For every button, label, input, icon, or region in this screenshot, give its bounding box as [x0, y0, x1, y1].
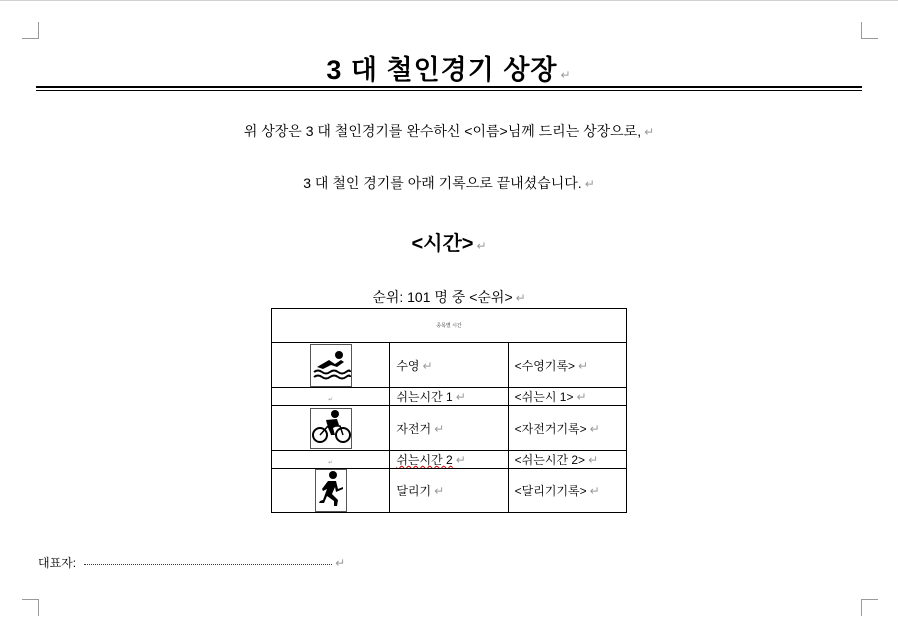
records-table: [271, 308, 627, 513]
event-cell[interactable]: [390, 343, 508, 388]
event-label: 쉬는시간 2: [396, 453, 453, 467]
time-text: <시간>: [411, 233, 474, 255]
table-row: [272, 469, 627, 513]
representative-label: 대표자:: [38, 556, 77, 570]
paragraph-mark: ↵: [434, 484, 445, 498]
event-cell[interactable]: [390, 406, 508, 451]
title-text: 3 대 철인경기 상장: [326, 55, 558, 85]
paragraph-mark: ↵: [588, 453, 599, 467]
record-cell[interactable]: [508, 343, 626, 388]
table-header-text: 종목별 시간: [436, 323, 462, 329]
runner-icon[interactable]: [315, 469, 347, 512]
record-value: <쉬는시 1>: [514, 390, 574, 404]
event-cell[interactable]: [390, 451, 508, 469]
paragraph-1-text: 위 상장은 3 대 철인경기를 완수하신 <이름>님께 드리는 상장으로,: [243, 123, 642, 139]
event-label: 수영: [396, 358, 420, 373]
event-label: 달리기: [396, 484, 432, 498]
table-row: [272, 388, 627, 406]
record-cell[interactable]: [508, 469, 626, 513]
table-row: [272, 406, 627, 451]
record-value: <달리기기록>: [514, 484, 587, 498]
paragraph-mark: ↵: [455, 390, 466, 404]
crop-mark-top-right: [861, 22, 878, 39]
event-label: 자전거: [396, 421, 432, 436]
paragraph-mark: ↵: [644, 125, 655, 139]
icon-cell[interactable]: [272, 343, 390, 388]
paragraph-mark: ↵: [560, 68, 572, 82]
table-row: [272, 343, 627, 388]
event-cell[interactable]: [390, 388, 508, 406]
paragraph-mark: ↵: [515, 291, 526, 305]
paragraph-mark: ↵: [589, 421, 600, 436]
paragraph-mark: ↵: [328, 459, 334, 466]
paragraph-mark: ↵: [584, 177, 595, 191]
table-header-row: [272, 309, 627, 343]
table-header-cell[interactable]: [272, 309, 627, 343]
paragraph-mark: ↵: [455, 453, 466, 467]
paragraph-mark: ↵: [335, 556, 346, 570]
crop-mark-bottom-left: [22, 599, 39, 616]
paragraph-2-text: 3 대 철인 경기를 아래 기록으로 끝내셨습니다.: [303, 175, 582, 191]
record-value: <자전거기록>: [514, 421, 587, 436]
paragraph-1[interactable]: [36, 121, 862, 141]
icon-cell[interactable]: [272, 406, 390, 451]
paragraph-mark: ↵: [589, 484, 600, 498]
title-rule-thin: [36, 90, 862, 91]
paragraph-2[interactable]: [36, 173, 862, 193]
rank-text: 순위: 101 명 중 <순위>: [372, 289, 513, 305]
event-label: 쉬는시간 1: [396, 390, 453, 404]
swimmer-icon[interactable]: [310, 344, 352, 387]
record-value: <쉬는시간 2>: [514, 453, 586, 467]
icon-cell[interactable]: [272, 469, 390, 513]
crop-mark-top-left: [22, 22, 39, 39]
crop-mark-bottom-right: [861, 599, 878, 616]
record-cell[interactable]: [508, 406, 626, 451]
icon-cell[interactable]: [272, 451, 390, 469]
document-title[interactable]: [36, 48, 862, 87]
icon-cell[interactable]: [272, 388, 390, 406]
paragraph-mark: ↵: [422, 358, 433, 373]
time-placeholder[interactable]: [36, 227, 862, 256]
paragraph-mark: ↵: [578, 358, 589, 373]
paragraph-mark: ↵: [576, 390, 587, 404]
rank-line[interactable]: [36, 287, 862, 307]
record-value: <수영기록>: [514, 358, 576, 373]
event-cell[interactable]: [390, 469, 508, 513]
signature-line: [84, 564, 332, 565]
representative-line[interactable]: [38, 554, 345, 571]
title-rule-thick: [36, 86, 862, 88]
paragraph-mark: ↵: [476, 239, 487, 253]
record-cell[interactable]: [508, 451, 626, 469]
cyclist-icon[interactable]: [310, 408, 352, 449]
paragraph-mark: ↵: [328, 396, 334, 403]
page-top-border: [0, 0, 898, 1]
record-cell[interactable]: [508, 388, 626, 406]
table-row: [272, 451, 627, 469]
paragraph-mark: ↵: [434, 421, 445, 436]
